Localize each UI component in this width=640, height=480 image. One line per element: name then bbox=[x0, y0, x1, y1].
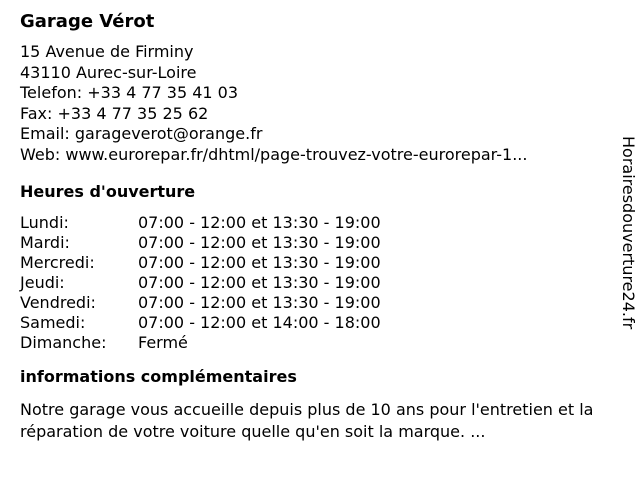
info-text: Notre garage vous accueille depuis plus de 10 ans pour l'entretien et la réparation de votre voiture quelle qu'en soit la marque. ... bbox=[20, 400, 594, 441]
day-label: Mercredi: bbox=[20, 253, 95, 272]
web-text: Web: www.eurorepar.fr/dhtml/page-trouvez-votre-eurorepar-1... bbox=[20, 144, 528, 164]
address-line-1: 15 Avenue de Firminy bbox=[20, 42, 194, 61]
hours-row bbox=[20, 293, 600, 313]
time-value: 07:00 - 12:00 et 13:30 - 19:00 bbox=[138, 233, 381, 252]
address-line-2: 43110 Aurec-sur-Loire bbox=[20, 62, 197, 82]
fax-text: Fax: +33 4 77 35 25 62 bbox=[20, 103, 209, 123]
hours-row bbox=[20, 333, 600, 353]
hours-heading: Heures d'ouverture bbox=[20, 182, 196, 201]
hours-row bbox=[20, 233, 600, 253]
day-label: Dimanche: bbox=[20, 333, 107, 352]
hours-row bbox=[20, 253, 600, 273]
info-heading: informations complémentaires bbox=[20, 367, 297, 386]
time-value: 07:00 - 12:00 et 13:30 - 19:00 bbox=[138, 293, 381, 312]
day-label: Jeudi: bbox=[20, 273, 65, 292]
hours-row bbox=[20, 213, 600, 233]
hours-table bbox=[20, 213, 600, 353]
day-label: Mardi: bbox=[20, 233, 70, 252]
day-label: Samedi: bbox=[20, 313, 86, 332]
business-name: Garage Vérot bbox=[20, 11, 155, 32]
site-brand-vertical: Horairesdouverture24.fr bbox=[619, 136, 638, 330]
hours-row bbox=[20, 313, 600, 333]
day-label: Lundi: bbox=[20, 213, 69, 232]
time-value: 07:00 - 12:00 et 13:30 - 19:00 bbox=[138, 213, 381, 232]
time-value: 07:00 - 12:00 et 14:00 - 18:00 bbox=[138, 313, 381, 332]
email-text: Email: garageverot@orange.fr bbox=[20, 124, 263, 143]
time-value: 07:00 - 12:00 et 13:30 - 19:00 bbox=[138, 253, 381, 272]
business-card bbox=[20, 10, 600, 443]
hours-row bbox=[20, 273, 600, 293]
time-value: 07:00 - 12:00 et 13:30 - 19:00 bbox=[138, 273, 381, 292]
phone-text: Telefon: +33 4 77 35 41 03 bbox=[20, 83, 239, 102]
day-label: Vendredi: bbox=[20, 293, 96, 312]
time-value: Fermé bbox=[138, 333, 188, 352]
